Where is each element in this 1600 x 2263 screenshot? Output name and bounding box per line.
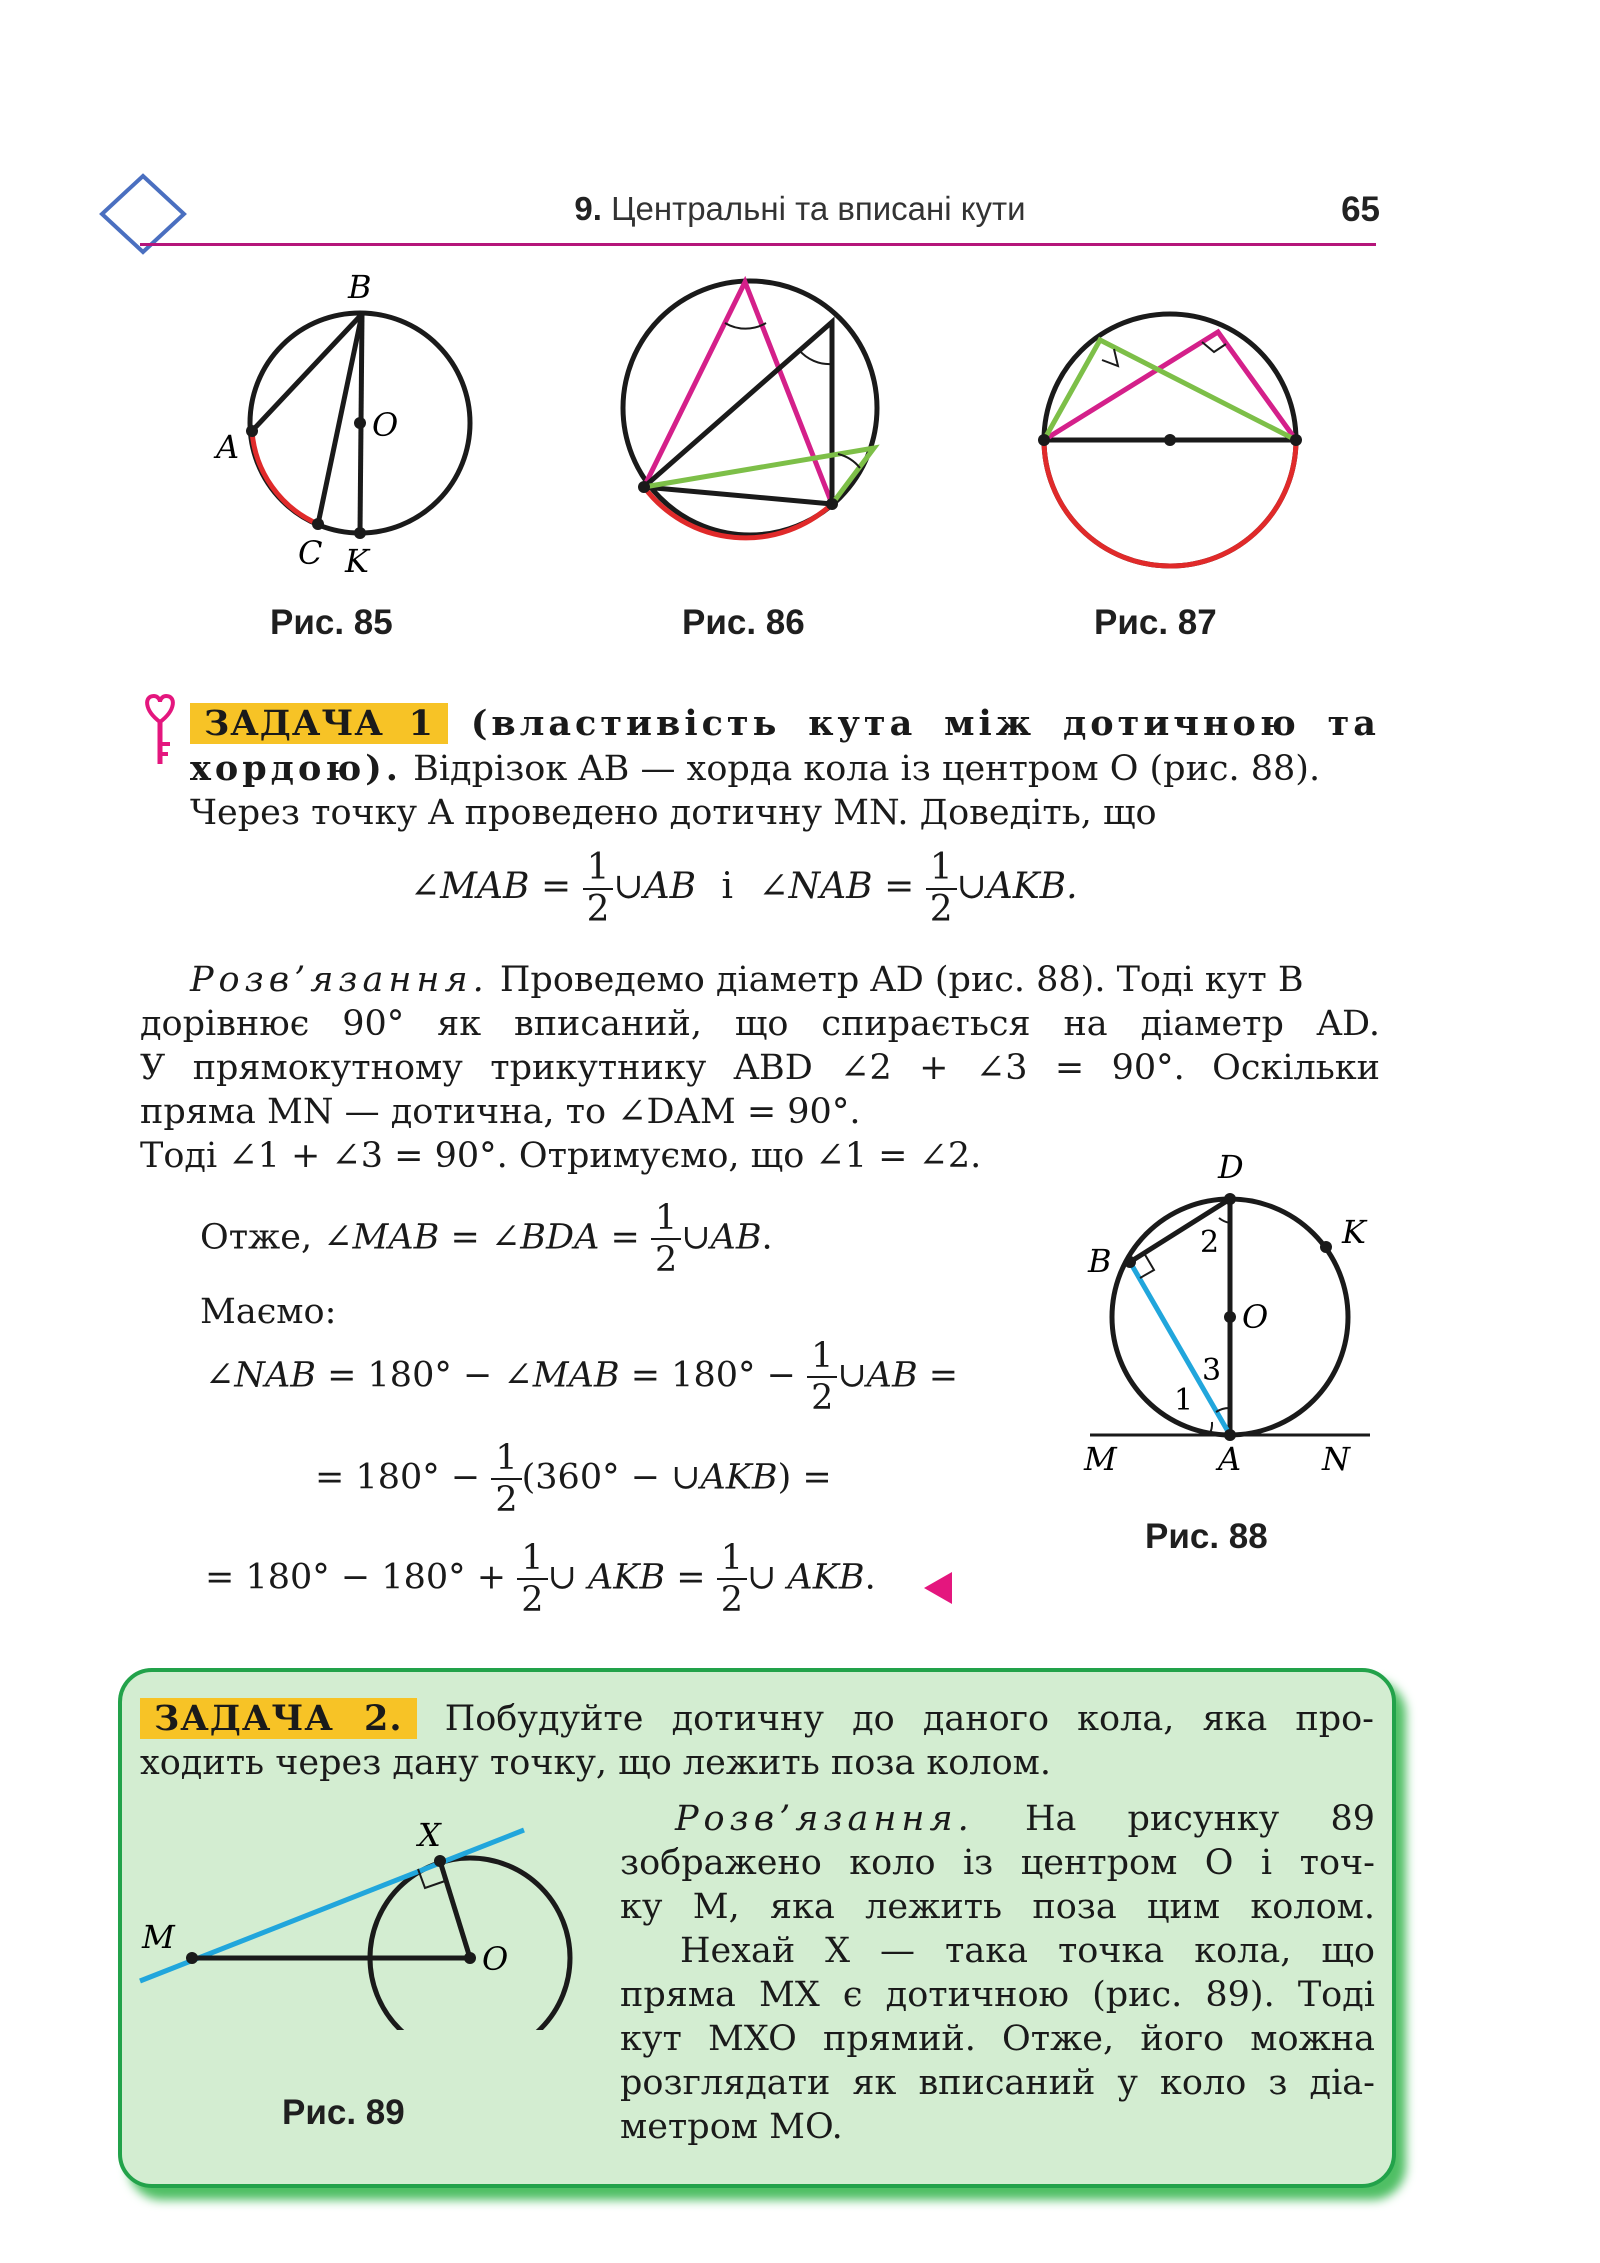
task1-sol-4: пряма MN — дотична, то ∠DAM = 90°.	[140, 1092, 861, 1132]
fig87-caption: Рис. 87	[1094, 603, 1217, 642]
task2-sol-2: зображено коло із центром O і точ-	[620, 1843, 1375, 1883]
task1-statement-2: Через точку A проведено дотичну MN. Доведіть, що	[190, 793, 1157, 833]
fig88-caption: Рис. 88	[1145, 1517, 1268, 1556]
task1-solution-word: Розв’язання.	[190, 960, 489, 1000]
task1-solution-line1	[190, 958, 1380, 1002]
header-rule	[140, 243, 1376, 246]
fig88-angle-1: 1	[1174, 1383, 1194, 1418]
task1-eq3: = 180° − 180° + $\frac{1}{2}$ ∪ AKB = $\frac{1}{2}$ ∪ AKB.	[205, 1538, 876, 1620]
fig89-label-o: O	[482, 1940, 509, 1978]
task1-eq2: = 180° − $\frac{1}{2}$ (360° − ∪AKB) =	[315, 1438, 832, 1520]
fig86-caption: Рис. 86	[682, 603, 805, 642]
fig89-caption: Рис. 89	[282, 2093, 405, 2132]
task2-sol-6: кут MXO прямий. Отже, його можна	[620, 2019, 1375, 2059]
fig89-label-x: X	[418, 1816, 441, 1854]
figure-88	[1070, 1140, 1390, 1480]
fig85-label-c: C	[298, 534, 323, 572]
task2-sol-1: На рисунку 89	[1024, 1799, 1375, 1839]
task1-sol-2: дорівнює 90° як вписаний, що спирається на діаметр AD.	[140, 1004, 1380, 1044]
section-title: Центральні та вписані кути	[611, 190, 1026, 227]
fig88-label-d: D	[1218, 1148, 1244, 1186]
task2-sol-5: пряма MX є дотичною (рис. 89). Тоді	[620, 1975, 1375, 2015]
task1-therefore: Отже, ∠MAB = ∠BDA = $\frac{1}{2}$ ∪AB.	[200, 1198, 773, 1280]
section-number: 9.	[574, 190, 602, 227]
task1-badge: ЗАДАЧА 1	[190, 703, 448, 744]
task2-solution-word: Розв’язання.	[675, 1799, 974, 1839]
fig88-angle-3: 3	[1202, 1353, 1222, 1388]
fig88-label-o: O	[1242, 1298, 1269, 1336]
figure-89	[130, 1810, 590, 2030]
fig88-label-m: M	[1084, 1440, 1117, 1478]
task1-formula: ∠MAB = $\frac{1}{2}$ ∪AB і ∠NAB = $\frac{1}{2}$ ∪AKB.	[410, 847, 1078, 930]
fig85-label-b: B	[348, 268, 372, 306]
fig88-angle-2: 2	[1200, 1225, 1220, 1260]
page-number: 65	[1341, 190, 1380, 229]
task1-eq1: ∠NAB = 180° − ∠MAB = 180° − $\frac{1}{2}$ ∪AB =	[205, 1336, 959, 1418]
task2-heading-line	[140, 1697, 1374, 1741]
fig88-label-n: N	[1322, 1440, 1350, 1478]
figure-87	[1030, 290, 1310, 580]
task2-sol-4: Нехай X — така точка кола, що	[680, 1931, 1375, 1971]
figure-86	[600, 268, 900, 558]
fig88-label-b: B	[1088, 1242, 1112, 1280]
fig89-label-m: M	[142, 1918, 175, 1956]
task2-statement-2: ходить через дану точку, що лежить поза колом.	[140, 1743, 1052, 1783]
key-icon	[140, 692, 180, 768]
fig87-red-arc	[1044, 440, 1296, 566]
task2-sol-3: ку M, яка лежить поза цим колом.	[620, 1887, 1375, 1927]
fig85-label-a: A	[216, 428, 240, 466]
task1-sol-5: Тоді ∠1 + ∠3 = 90°. Отримуємо, що ∠1 = ∠2.	[140, 1136, 982, 1176]
task1-title: (властивість кута між дотичною та	[470, 703, 1380, 744]
task2-sol-7: розглядати як вписаний у коло з діа-	[620, 2063, 1375, 2103]
task2-badge: ЗАДАЧА 2.	[140, 1698, 417, 1739]
task1-title-cont: хордою).	[190, 748, 402, 789]
task2-sol-8: метром MO.	[620, 2107, 843, 2147]
fig85-label-k: K	[345, 542, 369, 578]
end-of-proof-icon	[924, 1572, 952, 1604]
fig85-label-o: O	[372, 406, 399, 444]
figure-85	[200, 268, 490, 578]
task2-solution-line1	[675, 1797, 1375, 1841]
task2-statement-1: Побудуйте дотичну до даного кола, яка про-	[444, 1699, 1375, 1739]
fig88-label-k: K	[1342, 1213, 1366, 1251]
fig88-label-a: A	[1218, 1440, 1242, 1478]
task1-sol-3: У прямокутному трикутнику ABD ∠2 + ∠3 = 90°. Оскільки	[140, 1048, 1380, 1088]
fig85-caption: Рис. 85	[270, 603, 393, 642]
task1-heading-line	[190, 702, 1380, 746]
task1-statement-line1	[190, 747, 1380, 791]
task1-we-have: Маємо:	[200, 1292, 337, 1332]
task1-statement-1: Відрізок AB — хорда кола із центром O (рис. 88).	[413, 749, 1321, 789]
task1-sol-1: Проведемо діаметр AD (рис. 88). Тоді кут B	[499, 960, 1304, 1000]
